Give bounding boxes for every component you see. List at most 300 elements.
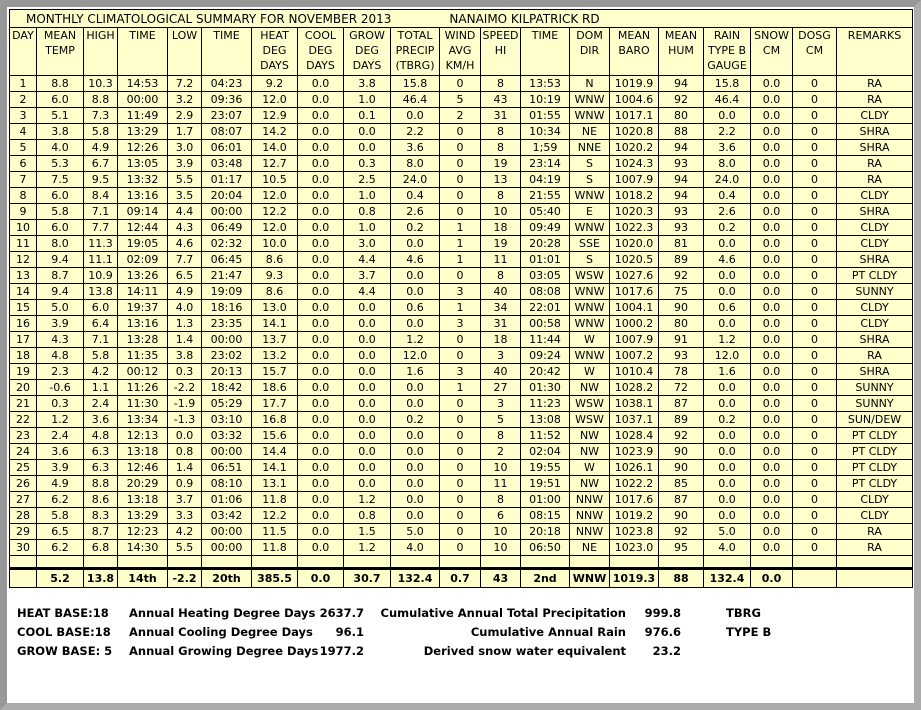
cell-wind-avg: 0 [440,412,481,428]
cell-mean-temp: 4.0 [37,140,84,156]
cell-remarks: RA [837,172,913,188]
cell-time-high: 14:30 [118,540,168,556]
cell-heat-deg-days: 12.0 [252,188,298,204]
table-row [10,252,913,268]
cell-dosg-cm: 0 [793,76,837,92]
cell-speed-hi: 13 [481,172,521,188]
cell-grow-deg-days: 1.0 [344,220,391,236]
cell-dosg-cm: 0 [793,460,837,476]
cell-cool-deg-days: 0.0 [298,76,344,92]
spacer-cell [521,556,570,569]
cell-speed-hi: 27 [481,380,521,396]
cell-low: 4.0 [168,300,202,316]
cell-cool-deg-days: 0.0 [298,204,344,220]
cell-cool-deg-days: 0.0 [298,284,344,300]
cell-low: 2.9 [168,108,202,124]
spacer-cell [570,556,610,569]
cell-rain-type-b: 4.0 [704,540,751,556]
table-row [10,108,913,124]
summary-high: 13.8 [84,569,118,588]
spacer-cell [84,556,118,569]
cell-time-gust: 1;59 [521,140,570,156]
cell-total-precip: 0.0 [391,316,440,332]
cell-dom-dir: W [570,364,610,380]
cell-heat-deg-days: 11.8 [252,492,298,508]
cumulative-rain-label: Cumulative Annual Rain [470,625,626,639]
cell-cool-deg-days: 0.0 [298,124,344,140]
cell-time-gust: 22:01 [521,300,570,316]
cell-rain-type-b: 0.0 [704,460,751,476]
cell-time-low: 18:42 [202,380,252,396]
cell-day: 3 [10,108,37,124]
table-row [10,236,913,252]
cell-dom-dir: WNW [570,188,610,204]
cell-low: 3.5 [168,188,202,204]
cell-speed-hi: 8 [481,188,521,204]
cell-speed-hi: 8 [481,492,521,508]
cell-low: 0.3 [168,364,202,380]
cell-speed-hi: 31 [481,108,521,124]
cell-time-high: 00:12 [118,364,168,380]
table-row [10,188,913,204]
cell-mean-baro: 1017.1 [610,108,659,124]
annual-growing-value: 1977.2 [319,644,364,658]
cell-snow-cm: 0.0 [751,284,793,300]
spacer-cell [440,556,481,569]
cell-total-precip: 0.0 [391,476,440,492]
cell-time-gust: 09:49 [521,220,570,236]
cell-day: 16 [10,316,37,332]
cell-day: 17 [10,332,37,348]
cell-low: 1.4 [168,460,202,476]
col-header-mean-temp: MEAN TEMP [37,28,84,76]
heat-base-label: HEAT BASE:18 [17,606,109,620]
cell-speed-hi: 10 [481,204,521,220]
cell-total-precip: 0.0 [391,396,440,412]
cell-cool-deg-days: 0.0 [298,540,344,556]
cell-grow-deg-days: 0.0 [344,460,391,476]
cell-cool-deg-days: 0.0 [298,316,344,332]
cell-time-high: 13:18 [118,444,168,460]
cell-wind-avg: 3 [440,364,481,380]
cell-day: 12 [10,252,37,268]
cell-dosg-cm: 0 [793,332,837,348]
cell-mean-temp: 6.2 [37,492,84,508]
cell-time-low: 08:07 [202,124,252,140]
cell-heat-deg-days: 8.6 [252,284,298,300]
cell-mean-temp: 9.4 [37,252,84,268]
cell-dosg-cm: 0 [793,300,837,316]
snow-water-equivalent-value: 23.2 [652,644,681,658]
cell-mean-hum: 89 [659,412,704,428]
cell-mean-baro: 1028.4 [610,428,659,444]
cell-time-low: 03:32 [202,428,252,444]
cell-mean-hum: 80 [659,108,704,124]
cell-heat-deg-days: 12.2 [252,508,298,524]
cell-time-high: 11:26 [118,380,168,396]
cell-low: 4.9 [168,284,202,300]
cell-total-precip: 0.0 [391,508,440,524]
cell-high: 6.3 [84,444,118,460]
cell-mean-baro: 1019.9 [610,76,659,92]
cell-remarks: PT CLDY [837,268,913,284]
spacer-cell [118,556,168,569]
cell-rain-type-b: 3.6 [704,140,751,156]
cell-speed-hi: 10 [481,540,521,556]
cell-dom-dir: NW [570,444,610,460]
cell-mean-temp: 5.0 [37,300,84,316]
cell-grow-deg-days: 0.0 [344,300,391,316]
cell-grow-deg-days: 3.8 [344,76,391,92]
cell-mean-temp: 4.3 [37,332,84,348]
cell-mean-hum: 89 [659,252,704,268]
cell-remarks: RA [837,76,913,92]
cell-mean-baro: 1023.0 [610,540,659,556]
cell-speed-hi: 8 [481,124,521,140]
cell-remarks: PT CLDY [837,428,913,444]
table-row [10,460,913,476]
cell-dom-dir: S [570,252,610,268]
cell-time-gust: 23:14 [521,156,570,172]
cell-snow-cm: 0.0 [751,92,793,108]
cell-dosg-cm: 0 [793,428,837,444]
table-row [10,444,913,460]
cell-heat-deg-days: 14.1 [252,460,298,476]
cell-low: 3.3 [168,508,202,524]
annual-growing-label: Annual Growing Degree Days [129,644,319,658]
cell-cool-deg-days: 0.0 [298,444,344,460]
cell-snow-cm: 0.0 [751,124,793,140]
cell-wind-avg: 0 [440,492,481,508]
cell-time-high: 14:11 [118,284,168,300]
summary-time-high: 14th [118,569,168,588]
col-header-mean-hum: MEAN HUM [659,28,704,76]
cell-wind-avg: 0 [440,124,481,140]
cell-time-high: 13:29 [118,508,168,524]
cell-heat-deg-days: 13.2 [252,348,298,364]
cell-dom-dir: WSW [570,396,610,412]
cell-grow-deg-days: 0.0 [344,348,391,364]
cell-dosg-cm: 0 [793,364,837,380]
col-header-time-high: TIME [118,28,168,76]
cell-heat-deg-days: 13.1 [252,476,298,492]
cell-cool-deg-days: 0.0 [298,220,344,236]
cell-dom-dir: WNW [570,300,610,316]
cell-day: 2 [10,92,37,108]
cell-mean-baro: 1007.9 [610,332,659,348]
table-row [10,412,913,428]
cell-speed-hi: 43 [481,92,521,108]
cell-time-low: 06:01 [202,140,252,156]
cell-time-low: 00:00 [202,524,252,540]
cell-dosg-cm: 0 [793,268,837,284]
cell-time-gust: 04:19 [521,172,570,188]
cell-grow-deg-days: 0.1 [344,108,391,124]
cell-remarks: RA [837,92,913,108]
cell-day: 4 [10,124,37,140]
cell-rain-type-b: 0.0 [704,492,751,508]
cell-mean-baro: 1038.1 [610,396,659,412]
cell-wind-avg: 0 [440,172,481,188]
cell-snow-cm: 0.0 [751,412,793,428]
cell-grow-deg-days: 0.3 [344,156,391,172]
cell-cool-deg-days: 0.0 [298,412,344,428]
report-title-cell [10,10,913,28]
cell-total-precip: 15.8 [391,76,440,92]
cell-high: 10.9 [84,268,118,284]
cell-cool-deg-days: 0.0 [298,188,344,204]
cell-mean-temp: 6.0 [37,220,84,236]
cell-dosg-cm: 0 [793,348,837,364]
cell-time-low: 20:13 [202,364,252,380]
cell-mean-hum: 93 [659,156,704,172]
cell-time-high: 11:49 [118,108,168,124]
cell-heat-deg-days: 15.7 [252,364,298,380]
cell-time-high: 02:09 [118,252,168,268]
cell-day: 14 [10,284,37,300]
cell-cool-deg-days: 0.0 [298,364,344,380]
cell-day: 30 [10,540,37,556]
cell-mean-baro: 1020.2 [610,140,659,156]
spacer-cell [391,556,440,569]
cell-mean-baro: 1037.1 [610,412,659,428]
cell-speed-hi: 10 [481,460,521,476]
cell-day: 5 [10,140,37,156]
cell-dom-dir: WNW [570,348,610,364]
col-header-high: HIGH [84,28,118,76]
cell-total-precip: 0.6 [391,300,440,316]
cell-time-high: 11:30 [118,396,168,412]
cell-rain-type-b: 0.0 [704,108,751,124]
cell-mean-temp: 5.8 [37,204,84,220]
cell-cool-deg-days: 0.0 [298,524,344,540]
spacer-cell [610,556,659,569]
cell-total-precip: 0.0 [391,268,440,284]
cell-snow-cm: 0.0 [751,460,793,476]
cell-wind-avg: 0 [440,428,481,444]
cell-total-precip: 0.0 [391,236,440,252]
cell-total-precip: 0.0 [391,460,440,476]
cell-speed-hi: 2 [481,444,521,460]
cell-time-high: 12:46 [118,460,168,476]
cell-dom-dir: SSE [570,236,610,252]
cell-mean-temp: 6.0 [37,188,84,204]
cell-time-high: 13:16 [118,316,168,332]
cell-rain-type-b: 0.2 [704,220,751,236]
cell-time-high: 11:35 [118,348,168,364]
cell-dosg-cm: 0 [793,540,837,556]
cell-day: 22 [10,412,37,428]
table-row [10,300,913,316]
cell-low: -1.9 [168,396,202,412]
cell-mean-hum: 88 [659,124,704,140]
cell-dosg-cm: 0 [793,380,837,396]
table-row [10,124,913,140]
col-header-time-gust: TIME [521,28,570,76]
tbrg-gauge-label: TBRG [726,606,761,620]
cell-snow-cm: 0.0 [751,492,793,508]
cell-low: 4.6 [168,236,202,252]
climate-summary-table [9,9,913,588]
cell-snow-cm: 0.0 [751,140,793,156]
cell-mean-baro: 1022.3 [610,220,659,236]
cell-rain-type-b: 0.0 [704,396,751,412]
cell-snow-cm: 0.0 [751,540,793,556]
cell-wind-avg: 0 [440,540,481,556]
cumulative-precip-value: 999.8 [644,606,681,620]
cell-time-gust: 06:50 [521,540,570,556]
cell-remarks: CLDY [837,220,913,236]
cell-time-low: 04:23 [202,76,252,92]
cell-rain-type-b: 15.8 [704,76,751,92]
cell-time-low: 23:35 [202,316,252,332]
cell-grow-deg-days: 1.2 [344,540,391,556]
cell-heat-deg-days: 15.6 [252,428,298,444]
table-row [10,204,913,220]
cell-day: 21 [10,396,37,412]
cell-remarks: SUN/DEW [837,412,913,428]
cell-day: 13 [10,268,37,284]
cell-mean-temp: 0.3 [37,396,84,412]
cell-time-low: 23:02 [202,348,252,364]
cell-dom-dir: WNW [570,108,610,124]
cell-mean-hum: 87 [659,396,704,412]
table-row [10,476,913,492]
spacer-cell [704,556,751,569]
cell-grow-deg-days: 1.2 [344,492,391,508]
grow-base-label: GROW BASE: 5 [17,644,113,658]
cell-low: 0.8 [168,444,202,460]
table-body [10,76,913,588]
cell-rain-type-b: 0.6 [704,300,751,316]
cell-time-low: 06:49 [202,220,252,236]
table-row [10,156,913,172]
page-title: MONTHLY CLIMATOLOGICAL SUMMARY FOR NOVEMBER 2013 [26,11,392,26]
spacer-cell [168,556,202,569]
cell-snow-cm: 0.0 [751,508,793,524]
cell-high: 5.8 [84,124,118,140]
cell-day: 28 [10,508,37,524]
cell-time-gust: 20:42 [521,364,570,380]
cell-cool-deg-days: 0.0 [298,396,344,412]
cell-grow-deg-days: 3.7 [344,268,391,284]
cell-heat-deg-days: 12.9 [252,108,298,124]
cell-mean-baro: 1020.3 [610,204,659,220]
cell-rain-type-b: 0.0 [704,476,751,492]
cell-mean-temp: 6.2 [37,540,84,556]
table-row [10,220,913,236]
col-header-time-low: TIME [202,28,252,76]
cell-dosg-cm: 0 [793,492,837,508]
cell-dom-dir: WNW [570,284,610,300]
cell-heat-deg-days: 9.2 [252,76,298,92]
annual-cooling-value: 96.1 [335,625,364,639]
cell-cool-deg-days: 0.0 [298,380,344,396]
cell-time-low: 20:04 [202,188,252,204]
col-header-mean-baro: MEAN BARO [610,28,659,76]
cell-high: 8.8 [84,92,118,108]
cell-remarks: CLDY [837,236,913,252]
cell-low: 4.2 [168,524,202,540]
spacer-cell [751,556,793,569]
spacer-cell [202,556,252,569]
cell-day: 18 [10,348,37,364]
cell-wind-avg: 1 [440,380,481,396]
cell-high: 9.5 [84,172,118,188]
cell-low: 3.9 [168,156,202,172]
cell-day: 11 [10,236,37,252]
annual-heating-value: 2637.7 [319,606,364,620]
cell-low: 3.8 [168,348,202,364]
table-row [10,492,913,508]
cell-dom-dir: NW [570,476,610,492]
cell-rain-type-b: 4.6 [704,252,751,268]
cell-wind-avg: 0 [440,140,481,156]
cell-time-gust: 09:24 [521,348,570,364]
cell-dosg-cm: 0 [793,412,837,428]
cell-cool-deg-days: 0.0 [298,428,344,444]
cell-mean-temp: 1.2 [37,412,84,428]
cell-rain-type-b: 0.0 [704,428,751,444]
cell-mean-hum: 78 [659,364,704,380]
cell-total-precip: 5.0 [391,524,440,540]
cell-mean-baro: 1023.8 [610,524,659,540]
cell-day: 29 [10,524,37,540]
cell-time-gust: 20:18 [521,524,570,540]
cell-dosg-cm: 0 [793,204,837,220]
table-head [10,10,913,76]
cell-dom-dir: S [570,172,610,188]
cell-time-low: 00:00 [202,444,252,460]
cell-low: 3.2 [168,92,202,108]
spacer-cell [837,556,913,569]
cell-grow-deg-days: 0.0 [344,316,391,332]
cell-remarks: PT CLDY [837,444,913,460]
cell-wind-avg: 0 [440,348,481,364]
cell-mean-hum: 92 [659,524,704,540]
summary-heat-deg-days: 385.5 [252,569,298,588]
table-row [10,284,913,300]
cell-mean-temp: 4.8 [37,348,84,364]
col-header-grow-deg-days: GROW DEG DAYS [344,28,391,76]
spacer-cell [793,556,837,569]
col-header-heat-deg-days: HEAT DEG DAYS [252,28,298,76]
cell-total-precip: 0.0 [391,108,440,124]
cell-low: 4.4 [168,204,202,220]
cell-low: 1.3 [168,316,202,332]
cell-heat-deg-days: 18.6 [252,380,298,396]
cell-dom-dir: NE [570,540,610,556]
cell-speed-hi: 18 [481,220,521,236]
cell-mean-temp: 8.8 [37,76,84,92]
cell-heat-deg-days: 14.1 [252,316,298,332]
cell-grow-deg-days: 0.0 [344,124,391,140]
cell-total-precip: 0.2 [391,412,440,428]
cell-heat-deg-days: 12.0 [252,220,298,236]
cell-remarks: SHRA [837,252,913,268]
cell-mean-hum: 95 [659,540,704,556]
cell-time-gust: 11:44 [521,332,570,348]
cell-grow-deg-days: 0.0 [344,476,391,492]
cell-total-precip: 0.4 [391,188,440,204]
type-b-gauge-label: TYPE B [726,625,772,639]
col-header-total-precip: TOTAL PRECIP (TBRG) [391,28,440,76]
cell-wind-avg: 2 [440,108,481,124]
cell-wind-avg: 0 [440,444,481,460]
cell-high: 6.7 [84,156,118,172]
cell-high: 4.2 [84,364,118,380]
cell-dom-dir: NW [570,380,610,396]
